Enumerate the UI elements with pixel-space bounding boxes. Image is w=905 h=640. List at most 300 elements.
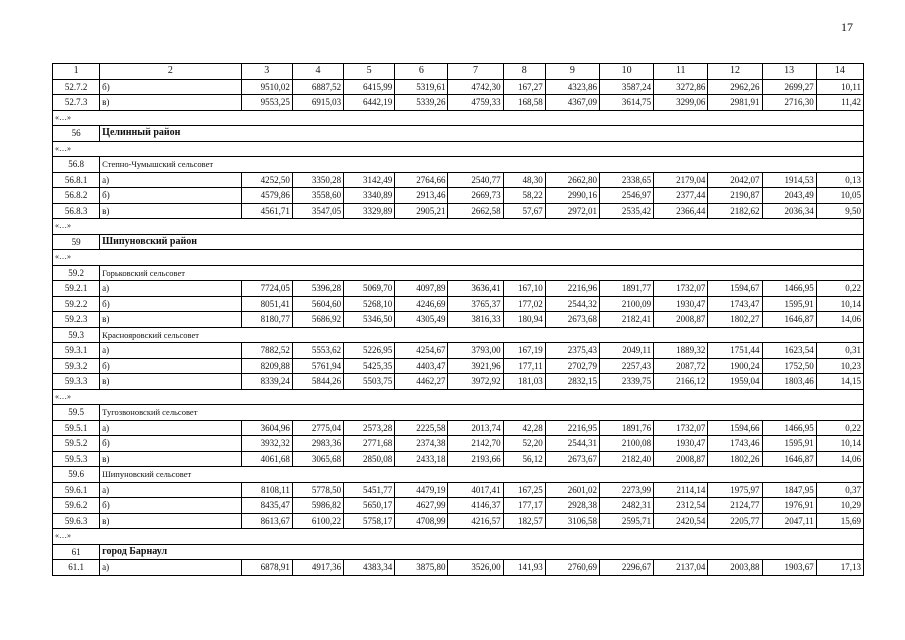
value-cell: 57,67	[503, 203, 545, 219]
value-cell: 1623,54	[762, 343, 816, 359]
value-cell: 2673,67	[545, 451, 599, 467]
value-cell: 2905,21	[395, 203, 448, 219]
value-cell: 5226,95	[344, 343, 395, 359]
value-cell: 3558,60	[292, 188, 343, 204]
value-cell: 2003,88	[708, 560, 762, 576]
value-cell: 1466,95	[762, 420, 816, 436]
row-code: 59.6.2	[53, 498, 100, 514]
value-cell: 2601,02	[545, 482, 599, 498]
value-cell: 8051,41	[241, 296, 292, 312]
value-cell: 1976,91	[762, 498, 816, 514]
value-cell: 2716,30	[762, 95, 816, 111]
value-cell: 5268,10	[344, 296, 395, 312]
value-cell: 1959,04	[708, 374, 762, 390]
subsection-code: 56.8	[53, 157, 100, 173]
value-cell: 6878,91	[241, 560, 292, 576]
ellipsis-row	[53, 389, 864, 405]
value-cell: 3614,75	[599, 95, 653, 111]
value-cell: 182,57	[503, 513, 545, 529]
column-header: 4	[292, 64, 343, 80]
value-cell: 2366,44	[654, 203, 708, 219]
value-cell: 4367,09	[545, 95, 599, 111]
row-label: а)	[100, 281, 242, 297]
settlement-name: Шипуновский сельсовет	[100, 467, 864, 483]
value-cell: 3816,33	[448, 312, 503, 328]
value-cell: 4323,86	[545, 79, 599, 95]
value-cell: 9,50	[816, 203, 863, 219]
value-cell: 1900,24	[708, 358, 762, 374]
value-cell: 1903,67	[762, 560, 816, 576]
table-row	[53, 436, 864, 452]
column-header: 11	[654, 64, 708, 80]
column-header: 5	[344, 64, 395, 80]
value-cell: 9553,25	[241, 95, 292, 111]
row-label: б)	[100, 436, 242, 452]
value-cell: 4146,37	[448, 498, 503, 514]
district-name: Целинный район	[100, 126, 864, 142]
row-label: в)	[100, 95, 242, 111]
value-cell: 177,11	[503, 358, 545, 374]
value-cell: 1646,87	[762, 312, 816, 328]
value-cell: 3604,96	[241, 420, 292, 436]
value-cell: 7882,52	[241, 343, 292, 359]
row-label: б)	[100, 358, 242, 374]
value-cell: 10,11	[816, 79, 863, 95]
district-heading-row	[53, 544, 864, 560]
subsection-code: 59.6	[53, 467, 100, 483]
value-cell: 2205,77	[708, 513, 762, 529]
value-cell: 2771,68	[344, 436, 395, 452]
column-header: 10	[599, 64, 653, 80]
value-cell: 5761,94	[292, 358, 343, 374]
value-cell: 2124,77	[708, 498, 762, 514]
value-cell: 1743,46	[708, 436, 762, 452]
ellipsis-mark: «…»	[53, 250, 864, 266]
value-cell: 1914,53	[762, 172, 816, 188]
value-cell: 2100,09	[599, 296, 653, 312]
value-cell: 5346,50	[344, 312, 395, 328]
value-cell: 2377,44	[654, 188, 708, 204]
value-cell: 2338,65	[599, 172, 653, 188]
value-cell: 3299,06	[654, 95, 708, 111]
value-cell: 2540,77	[448, 172, 503, 188]
column-header: 13	[762, 64, 816, 80]
value-cell: 2662,58	[448, 203, 503, 219]
value-cell: 2190,87	[708, 188, 762, 204]
row-code: 59.2.2	[53, 296, 100, 312]
value-cell: 2339,75	[599, 374, 653, 390]
value-cell: 1891,76	[599, 420, 653, 436]
district-name: город Барнаул	[100, 544, 864, 560]
value-cell: 2374,38	[395, 436, 448, 452]
value-cell: 3272,86	[654, 79, 708, 95]
section-code: 61	[53, 544, 100, 560]
settlement-name: Краснояровский сельсовет	[100, 327, 864, 343]
table-row	[53, 296, 864, 312]
value-cell: 6100,22	[292, 513, 343, 529]
value-cell: 177,17	[503, 498, 545, 514]
table-row	[53, 482, 864, 498]
value-cell: 1803,46	[762, 374, 816, 390]
value-cell: 3106,58	[545, 513, 599, 529]
column-header: 8	[503, 64, 545, 80]
value-cell: 4561,71	[241, 203, 292, 219]
value-cell: 5339,26	[395, 95, 448, 111]
value-cell: 3765,37	[448, 296, 503, 312]
value-cell: 2775,04	[292, 420, 343, 436]
value-cell: 5758,17	[344, 513, 395, 529]
value-cell: 1752,50	[762, 358, 816, 374]
value-cell: 5844,26	[292, 374, 343, 390]
value-cell: 177,02	[503, 296, 545, 312]
table-row	[53, 451, 864, 467]
table-row	[53, 560, 864, 576]
value-cell: 2043,49	[762, 188, 816, 204]
row-label: в)	[100, 451, 242, 467]
value-cell: 2850,08	[344, 451, 395, 467]
row-label: а)	[100, 560, 242, 576]
value-cell: 2273,99	[599, 482, 653, 498]
row-code: 56.8.3	[53, 203, 100, 219]
row-label: в)	[100, 513, 242, 529]
district-heading-row	[53, 126, 864, 142]
value-cell: 2913,46	[395, 188, 448, 204]
district-name: Шипуновский район	[100, 234, 864, 250]
value-cell: 4252,50	[241, 172, 292, 188]
value-cell: 4305,49	[395, 312, 448, 328]
value-cell: 5069,70	[344, 281, 395, 297]
value-cell: 56,12	[503, 451, 545, 467]
value-cell: 2182,40	[599, 451, 653, 467]
row-label: б)	[100, 188, 242, 204]
value-cell: 2482,31	[599, 498, 653, 514]
value-cell: 4017,41	[448, 482, 503, 498]
value-cell: 6415,99	[344, 79, 395, 95]
value-cell: 0,22	[816, 281, 863, 297]
settlement-heading-row	[53, 157, 864, 173]
value-cell: 3526,00	[448, 560, 503, 576]
value-cell: 2296,67	[599, 560, 653, 576]
row-code: 59.2.3	[53, 312, 100, 328]
value-cell: 4383,34	[344, 560, 395, 576]
value-cell: 8339,24	[241, 374, 292, 390]
value-cell: 2013,74	[448, 420, 503, 436]
value-cell: 2573,28	[344, 420, 395, 436]
value-cell: 6442,19	[344, 95, 395, 111]
value-cell: 2972,01	[545, 203, 599, 219]
value-cell: 2042,07	[708, 172, 762, 188]
column-header: 14	[816, 64, 863, 80]
settlement-name: Степно-Чумышский сельсовет	[100, 157, 864, 173]
value-cell: 2114,14	[654, 482, 708, 498]
value-cell: 3350,28	[292, 172, 343, 188]
value-cell: 9510,02	[241, 79, 292, 95]
value-cell: 4759,33	[448, 95, 503, 111]
settlement-heading-row	[53, 405, 864, 421]
value-cell: 8209,88	[241, 358, 292, 374]
value-cell: 2036,34	[762, 203, 816, 219]
value-cell: 2008,87	[654, 451, 708, 467]
value-cell: 1802,26	[708, 451, 762, 467]
value-cell: 1743,47	[708, 296, 762, 312]
subsection-code: 59.3	[53, 327, 100, 343]
row-code: 59.6.3	[53, 513, 100, 529]
column-header: 2	[100, 64, 242, 80]
value-cell: 2433,18	[395, 451, 448, 467]
header-row	[53, 64, 864, 80]
value-cell: 1930,47	[654, 436, 708, 452]
column-header: 7	[448, 64, 503, 80]
value-cell: 2544,31	[545, 436, 599, 452]
value-cell: 5425,35	[344, 358, 395, 374]
table-row	[53, 203, 864, 219]
subsection-code: 59.5	[53, 405, 100, 421]
row-label: б)	[100, 296, 242, 312]
value-cell: 4462,27	[395, 374, 448, 390]
value-cell: 4742,30	[448, 79, 503, 95]
value-cell: 14,06	[816, 451, 863, 467]
settlement-heading-row	[53, 327, 864, 343]
value-cell: 3972,92	[448, 374, 503, 390]
value-cell: 180,94	[503, 312, 545, 328]
value-cell: 3921,96	[448, 358, 503, 374]
row-code: 59.5.3	[53, 451, 100, 467]
value-cell: 42,28	[503, 420, 545, 436]
row-code: 59.6.1	[53, 482, 100, 498]
value-cell: 4403,47	[395, 358, 448, 374]
column-header: 9	[545, 64, 599, 80]
value-cell: 1847,95	[762, 482, 816, 498]
value-cell: 2216,96	[545, 281, 599, 297]
value-cell: 3329,89	[344, 203, 395, 219]
ellipsis-mark: «…»	[53, 219, 864, 235]
value-cell: 3340,89	[344, 188, 395, 204]
value-cell: 52,20	[503, 436, 545, 452]
value-cell: 2100,08	[599, 436, 653, 452]
ellipsis-mark: «…»	[53, 529, 864, 545]
column-header: 1	[53, 64, 100, 80]
value-cell: 5650,17	[344, 498, 395, 514]
value-cell: 8435,47	[241, 498, 292, 514]
table-row	[53, 374, 864, 390]
value-cell: 2595,71	[599, 513, 653, 529]
table-row	[53, 188, 864, 204]
value-cell: 3587,24	[599, 79, 653, 95]
value-cell: 1930,47	[654, 296, 708, 312]
value-cell: 1594,67	[708, 281, 762, 297]
page-number: 17	[841, 20, 853, 34]
value-cell: 1891,77	[599, 281, 653, 297]
table-row	[53, 79, 864, 95]
row-code: 52.7.3	[53, 95, 100, 111]
value-cell: 2544,32	[545, 296, 599, 312]
value-cell: 4479,19	[395, 482, 448, 498]
value-cell: 2049,11	[599, 343, 653, 359]
value-cell: 5319,61	[395, 79, 448, 95]
value-cell: 8108,11	[241, 482, 292, 498]
tariff-table	[52, 63, 864, 576]
value-cell: 4627,99	[395, 498, 448, 514]
value-cell: 2962,26	[708, 79, 762, 95]
value-cell: 1595,91	[762, 436, 816, 452]
value-cell: 4579,86	[241, 188, 292, 204]
row-code: 59.2.1	[53, 281, 100, 297]
value-cell: 15,69	[816, 513, 863, 529]
value-cell: 2166,12	[654, 374, 708, 390]
value-cell: 2375,43	[545, 343, 599, 359]
value-cell: 5451,77	[344, 482, 395, 498]
value-cell: 0,31	[816, 343, 863, 359]
value-cell: 5778,50	[292, 482, 343, 498]
value-cell: 167,25	[503, 482, 545, 498]
value-cell: 2193,66	[448, 451, 503, 467]
table-row	[53, 281, 864, 297]
value-cell: 2257,43	[599, 358, 653, 374]
value-cell: 17,13	[816, 560, 863, 576]
value-cell: 8180,77	[241, 312, 292, 328]
value-cell: 5686,92	[292, 312, 343, 328]
table-row	[53, 172, 864, 188]
value-cell: 5396,28	[292, 281, 343, 297]
row-label: в)	[100, 312, 242, 328]
row-code: 61.1	[53, 560, 100, 576]
row-label: а)	[100, 482, 242, 498]
value-cell: 1595,91	[762, 296, 816, 312]
value-cell: 0,37	[816, 482, 863, 498]
value-cell: 2179,04	[654, 172, 708, 188]
row-label: в)	[100, 203, 242, 219]
value-cell: 1646,87	[762, 451, 816, 467]
value-cell: 2669,73	[448, 188, 503, 204]
value-cell: 2702,79	[545, 358, 599, 374]
value-cell: 0,13	[816, 172, 863, 188]
value-cell: 5604,60	[292, 296, 343, 312]
value-cell: 167,19	[503, 343, 545, 359]
value-cell: 2008,87	[654, 312, 708, 328]
table-row	[53, 358, 864, 374]
value-cell: 5553,62	[292, 343, 343, 359]
value-cell: 3932,32	[241, 436, 292, 452]
value-cell: 14,06	[816, 312, 863, 328]
row-label: б)	[100, 79, 242, 95]
column-header: 3	[241, 64, 292, 80]
row-label: б)	[100, 498, 242, 514]
table-row	[53, 95, 864, 111]
value-cell: 2047,11	[762, 513, 816, 529]
value-cell: 167,10	[503, 281, 545, 297]
row-code: 59.3.1	[53, 343, 100, 359]
value-cell: 10,29	[816, 498, 863, 514]
value-cell: 2981,91	[708, 95, 762, 111]
value-cell: 11,42	[816, 95, 863, 111]
value-cell: 2225,58	[395, 420, 448, 436]
settlement-name: Горьковский сельсовет	[100, 265, 864, 281]
value-cell: 2420,54	[654, 513, 708, 529]
value-cell: 2312,54	[654, 498, 708, 514]
value-cell: 5503,75	[344, 374, 395, 390]
district-heading-row	[53, 234, 864, 250]
value-cell: 1732,07	[654, 281, 708, 297]
value-cell: 6915,03	[292, 95, 343, 111]
value-cell: 167,27	[503, 79, 545, 95]
value-cell: 1466,95	[762, 281, 816, 297]
table-row	[53, 343, 864, 359]
value-cell: 58,22	[503, 188, 545, 204]
row-label: а)	[100, 172, 242, 188]
row-code: 59.5.2	[53, 436, 100, 452]
row-code: 59.3.2	[53, 358, 100, 374]
value-cell: 4708,99	[395, 513, 448, 529]
value-cell: 2832,15	[545, 374, 599, 390]
settlement-name: Тугозвоновский сельсовет	[100, 405, 864, 421]
section-code: 56	[53, 126, 100, 142]
value-cell: 168,58	[503, 95, 545, 111]
value-cell: 1594,66	[708, 420, 762, 436]
ellipsis-row	[53, 141, 864, 157]
ellipsis-mark: «…»	[53, 389, 864, 405]
value-cell: 4254,67	[395, 343, 448, 359]
value-cell: 14,15	[816, 374, 863, 390]
value-cell: 1732,07	[654, 420, 708, 436]
row-code: 59.3.3	[53, 374, 100, 390]
value-cell: 2546,97	[599, 188, 653, 204]
row-code: 52.7.2	[53, 79, 100, 95]
value-cell: 4061,68	[241, 451, 292, 467]
value-cell: 2535,42	[599, 203, 653, 219]
value-cell: 48,30	[503, 172, 545, 188]
value-cell: 10,23	[816, 358, 863, 374]
ellipsis-mark: «…»	[53, 110, 864, 126]
value-cell: 10,14	[816, 436, 863, 452]
settlement-heading-row	[53, 265, 864, 281]
value-cell: 2990,16	[545, 188, 599, 204]
value-cell: 2216,95	[545, 420, 599, 436]
value-cell: 3547,05	[292, 203, 343, 219]
value-cell: 3142,49	[344, 172, 395, 188]
value-cell: 3636,41	[448, 281, 503, 297]
row-code: 59.5.1	[53, 420, 100, 436]
value-cell: 2182,41	[599, 312, 653, 328]
ellipsis-mark: «…»	[53, 141, 864, 157]
value-cell: 0,22	[816, 420, 863, 436]
value-cell: 2142,70	[448, 436, 503, 452]
ellipsis-row	[53, 219, 864, 235]
ellipsis-row	[53, 529, 864, 545]
value-cell: 2760,69	[545, 560, 599, 576]
value-cell: 2662,80	[545, 172, 599, 188]
value-cell: 2137,04	[654, 560, 708, 576]
ellipsis-row	[53, 110, 864, 126]
value-cell: 1975,97	[708, 482, 762, 498]
value-cell: 3065,68	[292, 451, 343, 467]
value-cell: 2764,66	[395, 172, 448, 188]
section-code: 59	[53, 234, 100, 250]
value-cell: 3875,80	[395, 560, 448, 576]
column-header: 12	[708, 64, 762, 80]
table-row	[53, 498, 864, 514]
table-row	[53, 513, 864, 529]
value-cell: 7724,05	[241, 281, 292, 297]
table-row	[53, 420, 864, 436]
value-cell: 4097,89	[395, 281, 448, 297]
value-cell: 2699,27	[762, 79, 816, 95]
value-cell: 1889,32	[654, 343, 708, 359]
value-cell: 6887,52	[292, 79, 343, 95]
value-cell: 2182,62	[708, 203, 762, 219]
settlement-heading-row	[53, 467, 864, 483]
column-header: 6	[395, 64, 448, 80]
row-label: а)	[100, 343, 242, 359]
